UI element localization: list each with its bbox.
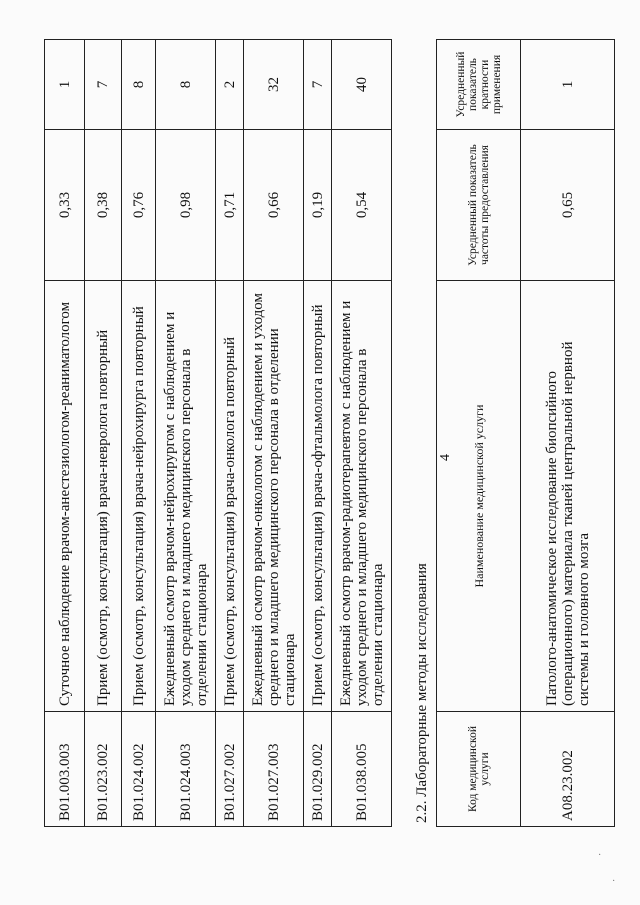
service-name: Прием (осмотр, консультация) врача-нейрохирурга повторный xyxy=(122,281,156,712)
section-title: 2.2. Лабораторные методы исследования xyxy=(414,563,430,823)
service-frequency: 0,54 xyxy=(332,130,392,281)
service-code: B01.027.002 xyxy=(216,712,244,827)
table-row xyxy=(45,40,85,827)
service-multiplicity: 1 xyxy=(521,40,615,130)
header-multiplicity: Усредненный показатель кратности применения xyxy=(437,40,521,130)
scan-speck: · xyxy=(612,876,616,887)
service-name: Ежедневный осмотр врачом-нейрохирургом с наблюдением и уходом среднего и младшего медицинского персонала в отделении стационара xyxy=(156,281,216,712)
service-multiplicity: 8 xyxy=(122,40,156,130)
service-multiplicity: 7 xyxy=(304,40,332,130)
service-code: A08.23.002 xyxy=(521,712,615,827)
service-code: B01.029.002 xyxy=(304,712,332,827)
table-row xyxy=(122,40,156,827)
service-frequency: 0,71 xyxy=(216,130,244,281)
service-frequency: 0,76 xyxy=(122,130,156,281)
table-row xyxy=(244,40,304,827)
service-name: Патолого-анатомическое исследование биопсийного (операционного) материала тканей центральной нервной системы и головного мозга xyxy=(521,281,615,712)
service-multiplicity: 40 xyxy=(332,40,392,130)
table-row xyxy=(521,40,615,827)
service-name: Прием (осмотр, консультация) врача-невролога повторный xyxy=(85,281,122,712)
services-table xyxy=(44,39,392,827)
page-number: 4 xyxy=(438,454,453,461)
service-multiplicity: 7 xyxy=(85,40,122,130)
service-code: B01.024.002 xyxy=(122,712,156,827)
service-code: B01.027.003 xyxy=(244,712,304,827)
service-frequency: 0,98 xyxy=(156,130,216,281)
service-name: Прием (осмотр, консультация) врача-онколога повторный xyxy=(216,281,244,712)
service-code: B01.038.005 xyxy=(332,712,392,827)
header-frequency: Усредненный показатель частоты предоставления xyxy=(437,130,521,281)
service-frequency: 0,66 xyxy=(244,130,304,281)
table-row xyxy=(332,40,392,827)
table-row xyxy=(85,40,122,827)
header-name: Наименование медицинской услуги xyxy=(437,281,521,712)
service-code: B01.003.003 xyxy=(45,712,85,827)
service-name: Суточное наблюдение врачом-анестезиологом-реаниматологом xyxy=(45,281,85,712)
service-frequency: 0,65 xyxy=(521,130,615,281)
scan-speck: · xyxy=(598,850,602,861)
service-name: Прием (осмотр, консультация) врача-офтальмолога повторный xyxy=(304,281,332,712)
service-frequency: 0,33 xyxy=(45,130,85,281)
service-multiplicity: 1 xyxy=(45,40,85,130)
service-multiplicity: 2 xyxy=(216,40,244,130)
lab-methods-table xyxy=(436,39,615,827)
service-multiplicity: 8 xyxy=(156,40,216,130)
service-code: B01.024.003 xyxy=(156,712,216,827)
table-header-row xyxy=(437,40,521,827)
service-name: Ежедневный осмотр врачом-радиотерапевтом с наблюдением и уходом среднего и младшего медицинского персонала в отделении стационара xyxy=(332,281,392,712)
service-frequency: 0,38 xyxy=(85,130,122,281)
table-row xyxy=(156,40,216,827)
header-code: Код медицинской услуги xyxy=(437,712,521,827)
service-multiplicity: 32 xyxy=(244,40,304,130)
table-row xyxy=(216,40,244,827)
service-frequency: 0,19 xyxy=(304,130,332,281)
table-row xyxy=(304,40,332,827)
service-name: Ежедневный осмотр врачом-онкологом с наблюдением и уходом среднего и младшего медицинского персонала в отделении стационара xyxy=(244,281,304,712)
service-code: B01.023.002 xyxy=(85,712,122,827)
